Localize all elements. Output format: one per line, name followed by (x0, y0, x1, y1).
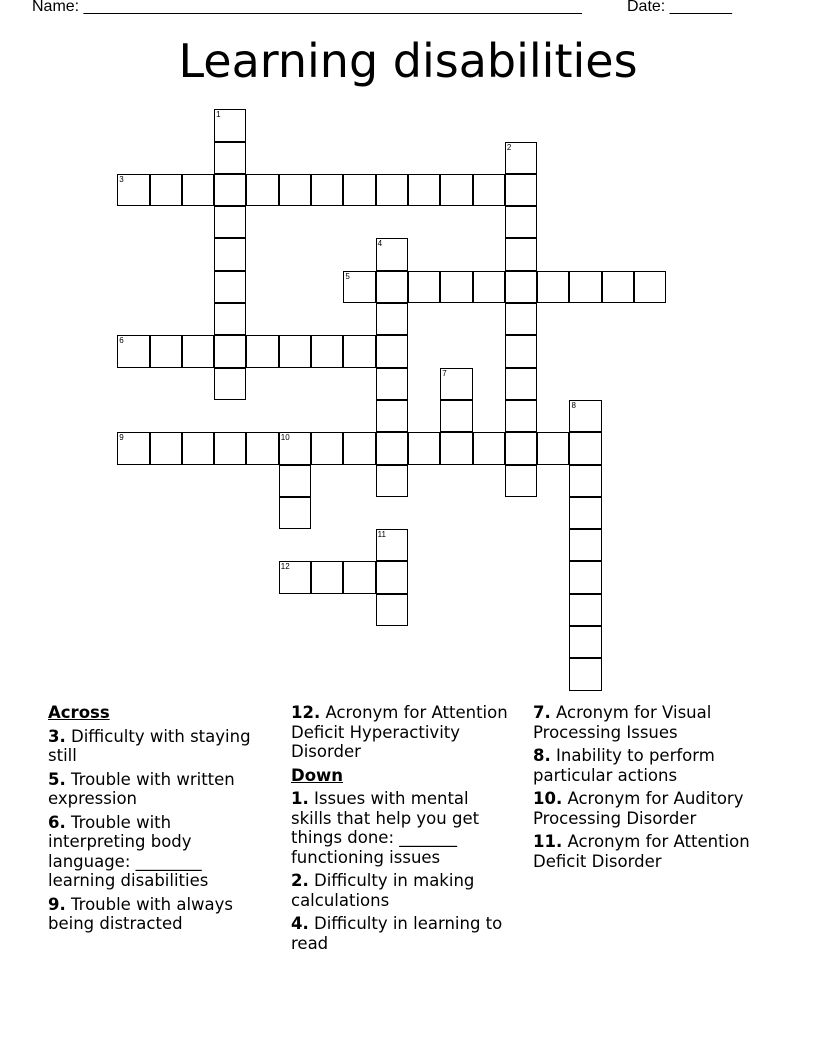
grid-cell[interactable] (505, 303, 537, 335)
grid-cell[interactable] (246, 432, 278, 464)
grid-cell[interactable] (311, 174, 343, 206)
grid-cell[interactable] (505, 206, 537, 238)
across-heading: Across (48, 703, 110, 722)
grid-cell[interactable] (311, 432, 343, 464)
cell-number: 5 (345, 271, 350, 281)
grid-cell[interactable] (279, 561, 311, 593)
grid-cell[interactable] (343, 335, 375, 367)
date-field-label: Date: _______ (627, 0, 732, 15)
cell-number: 9 (119, 433, 124, 443)
grid-cell[interactable] (376, 561, 408, 593)
grid-cell[interactable] (376, 432, 408, 464)
grid-cell[interactable] (376, 529, 408, 561)
grid-cell[interactable] (343, 271, 375, 303)
page-title: Learning disabilities (178, 34, 638, 88)
grid-cell[interactable] (505, 465, 537, 497)
cell-number: 3 (119, 174, 124, 184)
grid-cell[interactable] (569, 626, 601, 658)
grid-cell[interactable] (505, 368, 537, 400)
clue-across-5: 5. Trouble with written expression (48, 769, 235, 808)
grid-cell[interactable] (279, 335, 311, 367)
clue-across-12: 12. Acronym for Attention Deficit Hyperactivity Disorder (291, 703, 508, 761)
grid-cell[interactable] (182, 174, 214, 206)
grid-cell[interactable] (376, 465, 408, 497)
clue-across-3: 3. Difficulty with staying still (48, 726, 251, 765)
cell-number: 11 (377, 530, 386, 540)
grid-cell[interactable] (376, 238, 408, 270)
grid-cell[interactable] (569, 432, 601, 464)
clue-down-1: 1. Issues with mental skills that help you get things done: _______ functioning issues (291, 789, 480, 867)
clue-across-9: 9. Trouble with always being distracted (48, 894, 233, 933)
grid-cell[interactable] (569, 271, 601, 303)
grid-cell[interactable] (569, 400, 601, 432)
grid-cell[interactable] (376, 368, 408, 400)
grid-cell[interactable] (343, 561, 375, 593)
grid-cell[interactable] (569, 594, 601, 626)
grid-cell[interactable] (246, 335, 278, 367)
clue-column-1 (48, 703, 273, 938)
clue-down-8: 8. Inability to perform particular actions (533, 746, 715, 785)
grid-cell[interactable] (214, 238, 246, 270)
cell-number: 8 (571, 400, 576, 410)
grid-cell[interactable] (569, 561, 601, 593)
grid-cell[interactable] (150, 174, 182, 206)
grid-cell[interactable] (569, 465, 601, 497)
grid-cell[interactable] (376, 271, 408, 303)
grid-cell[interactable] (150, 432, 182, 464)
grid-cell[interactable] (214, 174, 246, 206)
grid-cell[interactable] (408, 271, 440, 303)
grid-cell[interactable] (537, 271, 569, 303)
grid-cell[interactable] (602, 271, 634, 303)
grid-cell[interactable] (408, 174, 440, 206)
grid-cell[interactable] (440, 432, 472, 464)
clue-down-11: 11. Acronym for Attention Deficit Disorder (533, 832, 750, 871)
grid-cell[interactable] (569, 529, 601, 561)
grid-cell[interactable] (505, 271, 537, 303)
clue-down-10: 10. Acronym for Auditory Processing Disorder (533, 789, 744, 828)
name-field-label: Name: ________________________________________________________ (32, 0, 582, 15)
clue-down-4: 4. Difficulty in learning to read (291, 914, 503, 953)
grid-cell[interactable] (440, 368, 472, 400)
grid-cell[interactable] (376, 303, 408, 335)
grid-cell[interactable] (279, 432, 311, 464)
grid-cell[interactable] (505, 335, 537, 367)
grid-cell[interactable] (440, 174, 472, 206)
grid-cell[interactable] (214, 368, 246, 400)
grid-cell[interactable] (343, 174, 375, 206)
grid-cell[interactable] (376, 174, 408, 206)
grid-cell[interactable] (473, 174, 505, 206)
grid-cell[interactable] (246, 174, 278, 206)
clue-down-2: 2. Difficulty in making calculations (291, 871, 475, 910)
cell-number: 7 (442, 368, 447, 378)
clue-down-7: 7. Acronym for Visual Processing Issues (533, 703, 712, 742)
grid-cell[interactable] (505, 238, 537, 270)
grid-cell[interactable] (505, 142, 537, 174)
grid-cell[interactable] (537, 432, 569, 464)
grid-cell[interactable] (182, 432, 214, 464)
grid-cell[interactable] (569, 497, 601, 529)
grid-cell[interactable] (279, 174, 311, 206)
grid-cell[interactable] (473, 271, 505, 303)
down-heading: Down (291, 765, 344, 785)
cell-number: 4 (377, 239, 383, 249)
cell-number: 1 (216, 110, 221, 120)
grid-cell[interactable] (117, 335, 149, 367)
grid-cell[interactable] (311, 561, 343, 593)
grid-cell[interactable] (440, 400, 472, 432)
grid-cell[interactable] (214, 206, 246, 238)
grid-cell[interactable] (117, 174, 149, 206)
grid-cell[interactable] (214, 142, 246, 174)
cell-number: 6 (119, 336, 124, 346)
grid-cell[interactable] (376, 335, 408, 367)
grid-cell[interactable] (440, 271, 472, 303)
clue-across-6: 6. Trouble with interpreting body language: ________ learning disabilities (48, 812, 209, 890)
grid-cell[interactable] (214, 303, 246, 335)
grid-cell[interactable] (569, 658, 601, 690)
cell-number: 10 (280, 433, 290, 443)
clue-column-3 (533, 703, 773, 875)
grid-cell[interactable] (279, 465, 311, 497)
grid-cell[interactable] (343, 432, 375, 464)
grid-cell[interactable] (376, 594, 408, 626)
cell-number: 2 (506, 142, 512, 152)
grid-cell[interactable] (408, 432, 440, 464)
grid-cell[interactable] (473, 432, 505, 464)
cell-number: 12 (280, 562, 290, 572)
grid-cell[interactable] (182, 335, 214, 367)
grid-cell[interactable] (214, 271, 246, 303)
grid-cell[interactable] (505, 174, 537, 206)
grid-cell[interactable] (150, 335, 182, 367)
grid-cell[interactable] (634, 271, 666, 303)
grid-cell[interactable] (505, 432, 537, 464)
grid-cell[interactable] (214, 432, 246, 464)
grid-cell[interactable] (311, 335, 343, 367)
grid-cell[interactable] (214, 335, 246, 367)
grid-cell[interactable] (376, 400, 408, 432)
grid-cell[interactable] (279, 497, 311, 529)
clue-column-2 (291, 703, 511, 957)
grid-cell[interactable] (505, 400, 537, 432)
grid-cell[interactable] (117, 432, 149, 464)
grid-cell[interactable] (214, 109, 246, 141)
